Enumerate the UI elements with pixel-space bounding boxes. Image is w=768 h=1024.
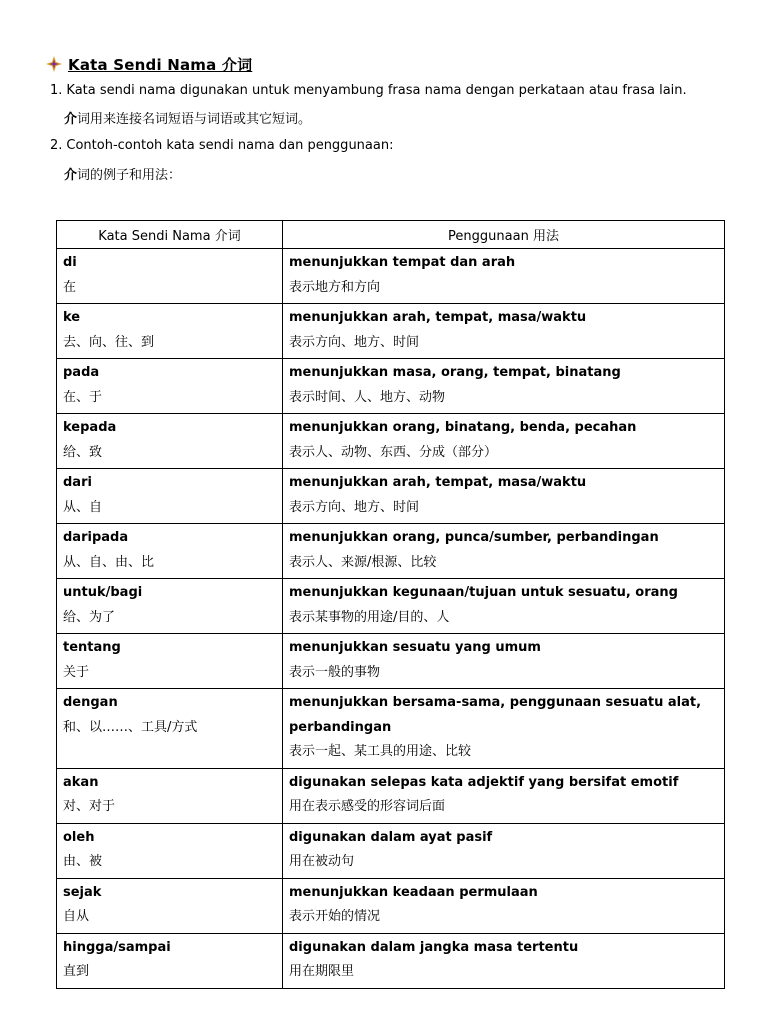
table-row: [57, 359, 725, 414]
word-cell: [57, 524, 283, 579]
word-cell: [57, 359, 283, 414]
usage-cell: [283, 469, 725, 524]
table-row: [57, 634, 725, 689]
word-cell: [57, 823, 283, 878]
usage-cell: [283, 524, 725, 579]
point-2-number: 2.: [50, 138, 63, 153]
usage-cell: [283, 359, 725, 414]
word-cell: [57, 249, 283, 304]
table-body: [57, 249, 725, 989]
point-2-text: Contoh-contoh kata sendi nama dan penggunaan:: [66, 138, 394, 153]
usage-description: digunakan dalam ayat pasif: [289, 829, 493, 845]
preposition-word: kepada: [63, 420, 117, 435]
table-row: [57, 579, 725, 634]
point-2-zh-text: 词的例子和用法：: [77, 168, 182, 183]
preposition-word: ke: [63, 310, 81, 325]
column-header-word: Kata Sendi Nama 介词: [57, 221, 283, 249]
point-1: [50, 83, 687, 98]
usage-cell: [283, 304, 725, 359]
table-row: [57, 249, 725, 304]
preposition-word: tentang: [63, 640, 121, 655]
preposition-chinese: 和、以……、工具/方式: [63, 719, 198, 735]
usage-chinese: 表示地方和方向: [289, 279, 381, 295]
table-row: [57, 524, 725, 579]
usage-chinese: 表示方向、地方、时间: [289, 499, 420, 515]
preposition-chinese: 去、向、往、到: [63, 334, 155, 350]
usage-chinese: 表示某事物的用途/目的、人: [289, 609, 450, 625]
star-bullet-icon: [46, 56, 62, 72]
table-row: [57, 414, 725, 469]
usage-chinese: 表示一般的事物: [289, 664, 381, 680]
preposition-chinese: 自从: [63, 909, 90, 924]
word-cell: [57, 579, 283, 634]
preposition-chinese: 由、被: [63, 854, 103, 869]
preposition-chinese: 关于: [63, 664, 90, 680]
prepositions-table: [56, 220, 725, 989]
usage-cell: [283, 878, 725, 933]
preposition-word: di: [63, 255, 77, 270]
table-header-row: [57, 221, 725, 249]
word-cell: [57, 469, 283, 524]
table-row: [57, 878, 725, 933]
word-cell: [57, 768, 283, 823]
usage-description: menunjukkan orang, punca/sumber, perbandingan: [289, 530, 659, 545]
usage-description: menunjukkan bersama-sama, penggunaan sesuatu alat, perbandingan: [289, 695, 702, 735]
word-cell: [57, 304, 283, 359]
point-2: [50, 138, 393, 153]
preposition-word: sejak: [63, 884, 102, 900]
point-1-chinese: [64, 108, 311, 127]
preposition-chinese: 从、自、由、比: [63, 554, 155, 570]
table-row: [57, 304, 725, 359]
usage-chinese: 表示方向、地方、时间: [289, 334, 420, 350]
heading-title: Kata Sendi Nama 介词: [68, 55, 253, 74]
preposition-chinese: 给、为了: [63, 609, 116, 625]
usage-chinese: 用在期限里: [289, 964, 355, 979]
preposition-chinese: 在、于: [63, 389, 103, 405]
point-2-zh-bold: 介: [64, 168, 78, 183]
word-cell: [57, 878, 283, 933]
usage-cell: [283, 249, 725, 304]
point-1-zh-text: 词用来连接名词短语与词语或其它短词。: [77, 112, 312, 127]
preposition-word: dengan: [63, 695, 118, 710]
preposition-chinese: 在: [63, 279, 77, 295]
usage-description: menunjukkan tempat dan arah: [289, 255, 516, 270]
preposition-chinese: 直到: [63, 964, 90, 979]
point-1-number: 1.: [50, 83, 63, 98]
preposition-word: hingga/sampai: [63, 939, 171, 955]
table-row: [57, 823, 725, 878]
usage-cell: [283, 579, 725, 634]
usage-cell: [283, 414, 725, 469]
preposition-chinese: 对、对于: [63, 799, 116, 814]
usage-description: menunjukkan arah, tempat, masa/waktu: [289, 475, 587, 490]
preposition-chinese: 给、致: [63, 444, 103, 460]
preposition-word: akan: [63, 774, 99, 790]
usage-description: menunjukkan keadaan permulaan: [289, 884, 538, 900]
usage-chinese: 表示一起、某工具的用途、比较: [289, 744, 472, 759]
point-1-zh-bold: 介: [64, 112, 78, 127]
usage-description: menunjukkan sesuatu yang umum: [289, 640, 541, 655]
preposition-word: daripada: [63, 530, 129, 545]
table-row: [57, 768, 725, 823]
word-cell: [57, 689, 283, 769]
usage-cell: [283, 768, 725, 823]
usage-description: digunakan dalam jangka masa tertentu: [289, 939, 579, 955]
page-heading: [46, 52, 252, 76]
preposition-chinese: 从、自: [63, 499, 103, 515]
usage-chinese: 表示开始的情况: [289, 909, 381, 924]
usage-description: menunjukkan kegunaan/tujuan untuk sesuatu, orang: [289, 585, 678, 600]
preposition-word: untuk/bagi: [63, 585, 143, 600]
usage-description: digunakan selepas kata adjektif yang bersifat emotif: [289, 774, 679, 790]
word-cell: [57, 414, 283, 469]
usage-cell: [283, 689, 725, 769]
table-row: [57, 689, 725, 769]
preposition-word: dari: [63, 475, 92, 490]
usage-chinese: 用在被动句: [289, 854, 355, 869]
usage-cell: [283, 823, 725, 878]
usage-chinese: 表示人、来源/根源、比较: [289, 554, 437, 570]
column-header-usage: Penggunaan 用法: [283, 221, 725, 249]
usage-cell: [283, 634, 725, 689]
word-cell: [57, 933, 283, 988]
table-row: [57, 933, 725, 988]
usage-description: menunjukkan masa, orang, tempat, binatang: [289, 365, 621, 380]
usage-cell: [283, 933, 725, 988]
preposition-word: oleh: [63, 829, 95, 845]
usage-chinese: 表示时间、人、地方、动物: [289, 389, 446, 405]
usage-chinese: 表示人、动物、东西、分成（部分）: [289, 444, 498, 460]
usage-description: menunjukkan arah, tempat, masa/waktu: [289, 310, 587, 325]
preposition-word: pada: [63, 365, 100, 380]
word-cell: [57, 634, 283, 689]
point-2-chinese: [64, 164, 181, 183]
usage-description: menunjukkan orang, binatang, benda, pecahan: [289, 420, 637, 435]
usage-chinese: 用在表示感受的形容词后面: [289, 799, 446, 814]
point-1-text: Kata sendi nama digunakan untuk menyambung frasa nama dengan perkataan atau frasa lain.: [66, 83, 687, 98]
table-row: [57, 469, 725, 524]
